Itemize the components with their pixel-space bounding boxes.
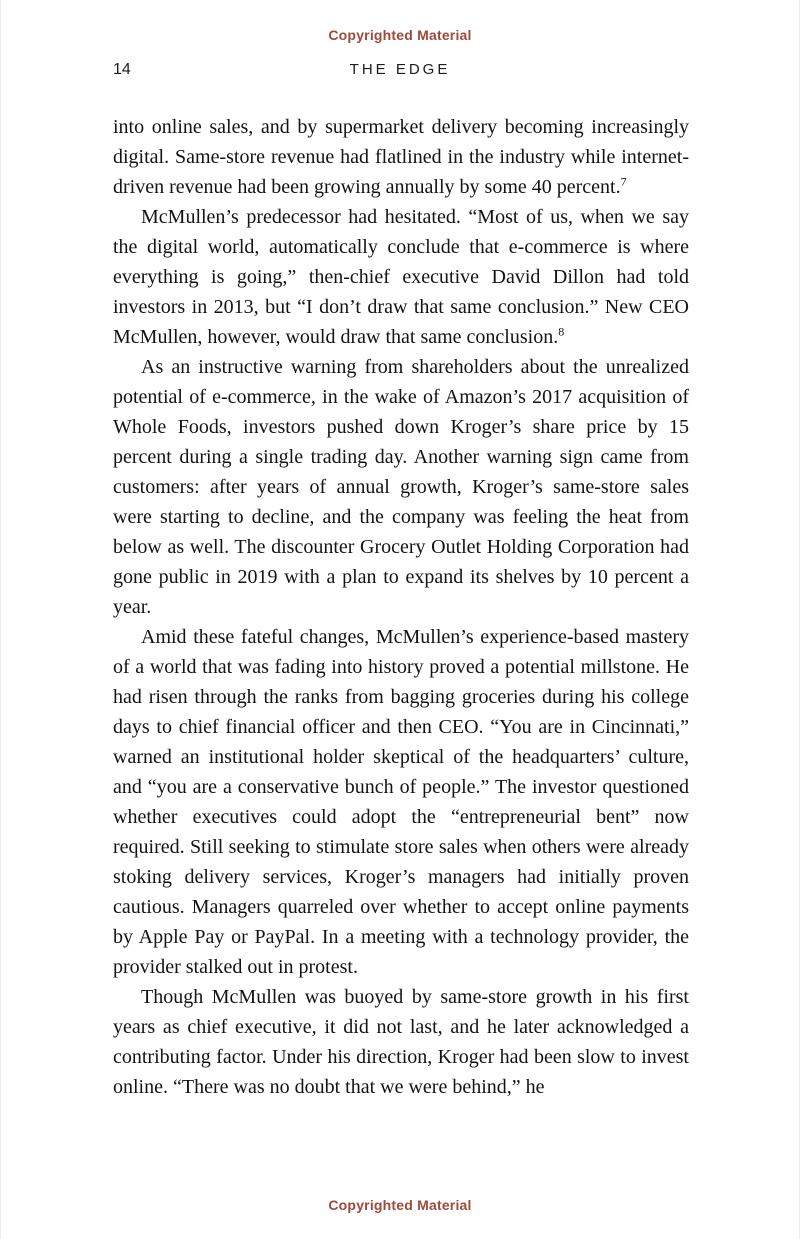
running-header bbox=[113, 61, 687, 81]
body-paragraphs bbox=[113, 112, 689, 1102]
footnote-ref: 8 bbox=[558, 324, 565, 339]
paragraph: McMullen’s predecessor had hesitated. “Most of us, when we say the digital world, automatically conclude that e-commerce is where everything is going,” then-chief executive David Dillon had told investors in 2013, but “I don’t draw that same conclusion.” New CEO McMullen, however, would draw that same conclusion.$^8$ bbox=[113, 206, 689, 348]
paragraph: As an instructive warning from shareholders about the unrealized potential of e-commerce, in the wake of Amazon’s 2017 acquisition of Whole Foods, investors pushed down Kroger’s share price by 15 percent during a single trading day. Another warning sign came from customers: after years of annual growth, Kroger’s same-store sales were starting to decline, and the company was feeling the heat from below as well. The discounter Grocery Outlet Holding Corporation had gone public in 2019 with a plan to expand its shelves by 10 percent a year. bbox=[113, 356, 689, 618]
paragraph: Amid these fateful changes, McMullen’s experience-based mastery of a world that was fading into history proved a potential millstone. He had risen through the ranks from bagging groceries during his college days to chief financial officer and then CEO. “You are in Cincinnati,” warned an institutional holder skeptical of the headquarters’ culture, and “you are a conservative bunch of people.” The investor questioned whether executives could adopt the “entrepreneurial bent” now required. Still seeking to stimulate store sales when others were already stoking delivery services, Kroger’s managers had initially proven cautious. Managers quarreled over whether to accept online payments by Apple Pay or PayPal. In a meeting with a technology provider, the provider stalked out in protest. bbox=[113, 626, 689, 978]
running-title: THE EDGE bbox=[349, 61, 451, 78]
copyright-notice-bottom: Copyrighted Material bbox=[328, 1197, 472, 1213]
paragraph: Though McMullen was buoyed by same-store growth in his first years as chief executive, it did not last, and he later acknowledged a contributing factor. Under his direction, Kroger had been slow to invest online. “There was no doubt that we were behind,” he bbox=[113, 986, 689, 1098]
page-number: 14 bbox=[113, 61, 131, 78]
footnote-ref: 7 bbox=[620, 174, 627, 189]
copyright-notice-top: Copyrighted Material bbox=[328, 27, 472, 43]
paragraph: into online sales, and by supermarket delivery becoming increasingly digital. Same-store revenue had flatlined in the industry while internet-driven revenue had been growing annually by some 40 percent.$^7$ bbox=[113, 116, 689, 198]
